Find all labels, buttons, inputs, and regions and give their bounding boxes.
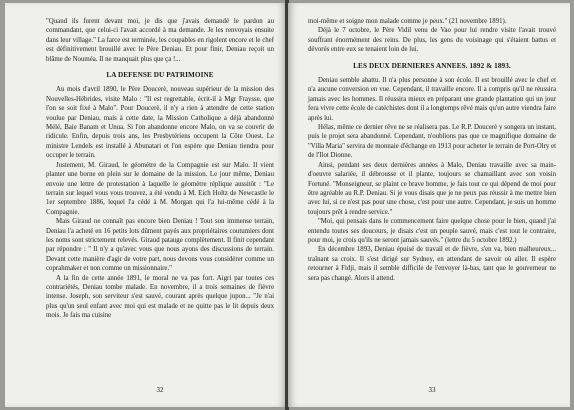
paragraph: Ainsi, pendant ses deux dernières années à Malo, Deniau travaille avec sa main-d'oeuvre salariée, il débrousse et il plante, toujours se chamaillant avec son voisin Fortuné. "Monseigneur, se plaint ce brave homme, je fais tout ce qui dépend de moi pour être agréable au R.P. Deniau. Si je vous disais que je ne peux pas réussir à me mettre bien avec lui, si ce n'est pas pour une chose, c'est pour une autre. Cependant, je suis un homme toujours prêt à rendre service." — [308, 161, 556, 216]
page-number: 32 — [156, 386, 164, 394]
paragraph: Au mois d'avril 1890, le Père Doucerè, nouveau supérieur de la mission des Nouvelles-Hébrides, visite Malo : "Il est regrettable, écrit-il à Mgr Frayssе, que l'on se soit fixé à Malo". Pour Doucerè, il n'y a rien à attendre de cette station voulue par Deniau, mais à cette date, la Mission Catholique a déjà abandonné Mélé, Baie Banam et Unua. Si l'on abandonne encore Malo, on va se couvrir de ridicule. Enfin, depuis trois ans, les Presbytériens occupent la Côte Ouest. Le ministre Lendels est installé à Abunatari et l'on espère que Deniau tiendra pour occuper le terrain. — [46, 86, 274, 160]
paragraph: "Quand ils furent devant moi, je dis que j'avais demandé le pardon au commandant, que celui-ci l'avait accordé à ma demande. Je les renvoyais ensuite dans leur village." La farce est terminée, les coupables en rigolent encore et le chef est définitivement brouillé avec le Père Deniau. Et pour finir, Deniau reçoit un blâme de Nouméa. Il ne manquait plus que ça !... — [46, 18, 274, 63]
right-page-text — [308, 17, 556, 283]
paragraph: Justement, M. Giraud, le géomètre de la Compagnie est sur Malo. Il vient planter une borne en plein sur le domaine de la mission. Le jour même, Deniau envoie une lettre de protestation à laquelle le géomètre réplique aussitôt : "Le terrain sur lequel vous vous trouvez, a été vendu à M. Eich Holtz de Newcastle le 1er septembre 1886, lequel l'a cédé à M. Morgan qui l'a lui-même cédé à la Compagnie. — [46, 161, 274, 216]
paragraph: Deniau semble abattu. Il n'a plus personne à son école. Il est brouillé avec le chef et n'a aucune conversion en vue. Cependant, il travaille encore. Il a compris qu'il ne réussira jamais avec les hommes. Il réussira mieux en préparant une grande plantation qui un jour fera vivre cette école de catéchistes dont il a longtemps rêvé mais qu'un autre viendra faire après lui. — [308, 77, 556, 122]
left-page — [5, 3, 286, 407]
paragraph: Mais Giraud ne connaît pas encore bien Deniau ! Tout son immense terrain, Deniau l'a acheté en 16 petits lots dûment payés aux propriétaires coutumiers dont les noms sont strictement relevés. Giraud patauge complètement. Il finit cependant par répondre : " Il n'y a qu'avec vous que nous ayons des discussions de terrain. Devant cette manière d'agir de votre part, nous devons vous considérer comme un coprahmaker et non comme un missionnaire." — [46, 218, 274, 273]
paragraph: "Moi, qui pensais dans le commencement faire quelque chose pour le bien, quand j'ai entendu toutes ses douceurs, je disais c'est un peuple sauvé, mais c'est tout le contraire, pour moi, je crois qu'ils ne seront jamais sauvés." (lettre du 5 octobre 1892.) — [308, 218, 556, 244]
section-heading: LA DEFENSE DU PATRIMOINE — [106, 71, 214, 80]
right-page — [288, 3, 570, 407]
left-page-text — [46, 17, 274, 321]
paragraph: moi-même et soigne mon malade comme je peux." (21 novembre 1891). — [308, 18, 507, 25]
paragraph: En décembre 1893, Deniau épuisé de travail et de fièvre, s'en va, bien malheureux... traînant sa croix. Il s'est dirigé sur Sydney, en attendant de savoir où aller. Il espère retourner à Fidji, mais il semble difficile de l'envoyer là-bas, tant que le gouverneur ne sera pas changé. Alors il attend. — [308, 246, 556, 282]
page-number: 33 — [428, 386, 436, 394]
paragraph: A la fin de cette année 1891, le moral ne va pas fort. Aigri par toutes ces contrariétés, Deniau tombe malade. En novembre, il a trois semaines de fièvre intense. Joseph, son serviteur s'est sauvé, courant après quelque jupon... "Je n'ai plus qu'un seul enfant avec moi qui est malade et ne quitte pas le lit depuis deux mois. Je fais ma cuisine — [46, 274, 274, 320]
section-heading: LES DEUX DERNIERES ANNEES. 1892 & 1893. — [353, 61, 511, 70]
paragraph: Déjà le 7 octobre, le Père Vidil venu de Vao pour lui rendre visite l'avait trouvé souffrant énormément des reins. De plus, les gens du voisinage qui s'étaient battus et dévorés entre eux se tenaient loin de lui. — [308, 27, 556, 54]
paragraph: Hélas, même ce dernier rêve ne se réalisera pas. Le R.P. Doucerè y songera un instant, puis le projet sera abandonné. Cependant, n'oublions pas que ce magnifique domaine de "Villa Maria" servira de monnaie d'échange en 1913 pour acheter le terrain de Port-Olry et de l'Ilot Dionne. — [308, 124, 556, 160]
